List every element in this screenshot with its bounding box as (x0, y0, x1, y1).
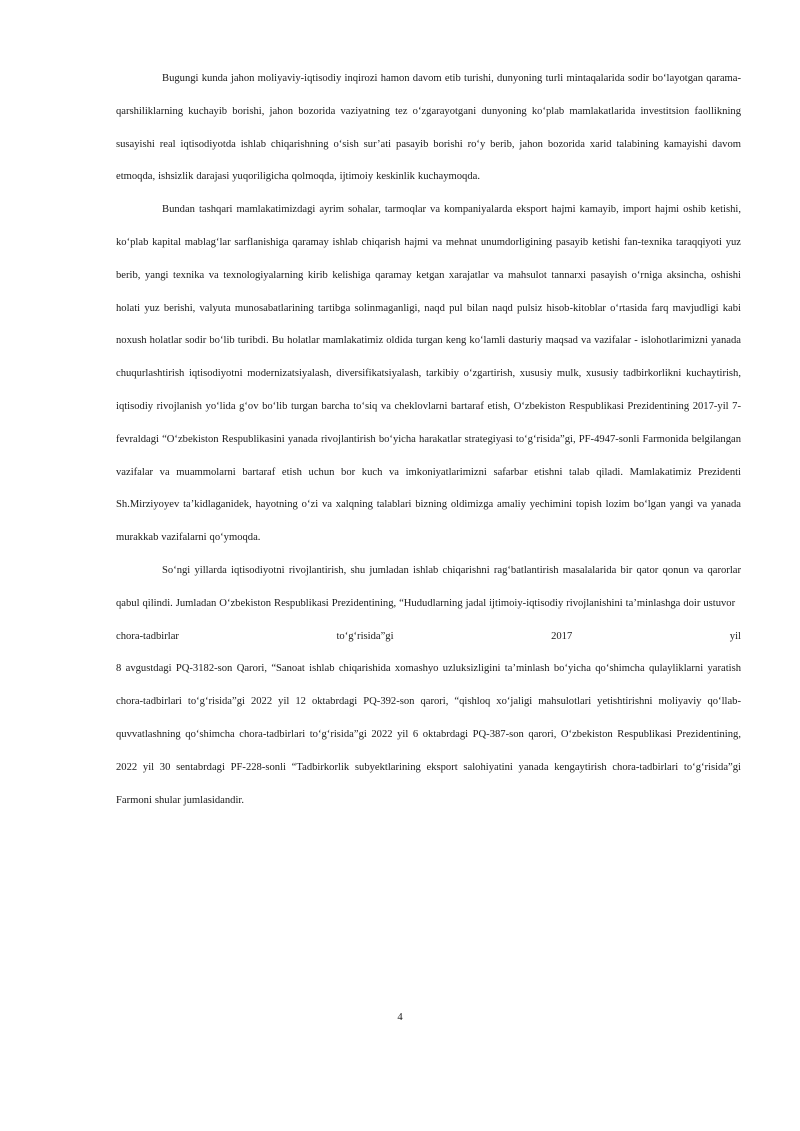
justified-split-line (116, 621, 741, 654)
page-number: 4 (397, 1012, 403, 1023)
split-word-1: chora-tadbirlar (116, 630, 179, 642)
split-word-4: yil (729, 630, 741, 642)
paragraph-3: So‘ngi yillarda iqtisodiyotni rivojlantirish, shu jumladan ishlab chiqarishni rag‘batlantirish masalalarida bir qator qonun va qarorlar qabul qilindi. Jumladan O‘zbekiston Respublikasi Prezidentining, “Hududlarning jadal ijtimoiy-iqtisodiy rivojlanishini ta’minlashga doir ustuvor (116, 564, 741, 609)
paragraph-1: Bugungi kunda jahon moliyaviy-iqtisodiy inqirozi hamon davom etib turishi, dunyoning turli mintaqalarida sodir bo‘layotgan qarama-qarshiliklarning kuchayib borishi, jahon bozorida vaziyatning tez o‘zgarayotgani dunyoning ko‘plab mamlakatlarida investitsion faollikning susayishi real iqtisodiyotda ishlab chiqarishning o‘sish sur’ati pasayib borishi ro‘y berib, jahon bozorida xarid talabining kamayishi davom etmoqda, ishsizlik darajasi yuqoriligicha qolmoqda, ijtimoiy keskinlik kuchaymoqda. (116, 73, 741, 183)
paragraph-2: Bundan tashqari mamlakatimizdagi ayrim sohalar, tarmoqlar va kompaniyalarda eksport hajmi kamayib, import hajmi oshib ketishi, ko‘plab kapital mablag‘lar sarflanishiga qaramay ishlab chiqarish hajmi va mehnat unumdorligining pasayib ketishi fan-texnika taraqqiyoti yuz berib, yangi texnika va texnologiyalarning kirib kelishiga qaramay ketgan xarajatlar va mahsulot tannarxi pasayish o‘rniga aksincha, oshishi holati yuz berishi, valyuta munosabatlarining tartibga solinmaganligi, naqd pul bilan naqd pulsiz hisob-kitoblar o‘rtasida farq mavjudligi kabi noxush holatlar sodir bo‘lib turibdi. Bu holatlar mamlakatimiz oldida turgan keng ko‘lamli dasturiy maqsad va vazifalar - islohotlarimizni yanada chuqurlashtirish iqtisodiyotni modernizatsiyalash, diversifikatsiyalash, tarkibiy o‘zgartirish, xususiy mulk, xususiy tadbirkorlikni kuchaytirish, iqtisodiy rivojlanish yo‘lida g‘ov bo‘lib turgan barcha to‘siq va cheklovlarni bartaraf etish, O‘zbekiston Respublikasi Prezidentining 2017-yil 7-fevraldagi “O‘zbekiston Respublikasini yanada rivojlantirish bo‘yicha harakatlar strategiyasi to‘g‘risida”gi, PF-4947-sonli Farmonida belgilangan vazifalar va muammolarni bartaraf etish uchun bor kuch va imkoniyatlarimizni safarbar etishni talab qiladi. Mamlakatimiz Prezidenti Sh.Mirziyoyev ta’kidlaganidek, hayotning o‘zi va xalqning talablari bizning oldimizga amaliy yechimini topish lozim bo‘lgan yangi va yanada murakkab vazifalarni qo‘ymoqda. (116, 204, 741, 544)
page-body (116, 63, 741, 817)
split-word-2: to‘g‘risida”gi (336, 630, 394, 642)
split-word-3: 2017 (551, 630, 573, 642)
paragraph-3-continued: 8 avgustdagi PQ-3182-son Qarori, “Sanoat ishlab chiqarishida xomashyo uzluksizligini ta’minlash bo‘yicha qo‘shimcha qulayliklarni yaratish chora-tadbirlari to‘g‘risida”gi 2022 yil 12 oktabrdagi PQ-392-son qarori, “qishloq xo‘jaligi mahsulotlari yetishtirishni moliyaviy qo‘llab-quvvatlashning qo‘shimcha chora-tadbirlari to‘g‘risida”gi 2022 yil 6 oktabrdagi PQ-387-son qarori, O‘zbekiston Respublikasi Prezidentining, 2022 yil 30 sentabrdagi PF-228-sonli “Tadbirkorlik subyektlarining eksport salohiyatini yanada kengaytirish chora-tadbirlari to‘g‘risida”gi Farmoni shular jumlasidandir. (116, 663, 741, 806)
